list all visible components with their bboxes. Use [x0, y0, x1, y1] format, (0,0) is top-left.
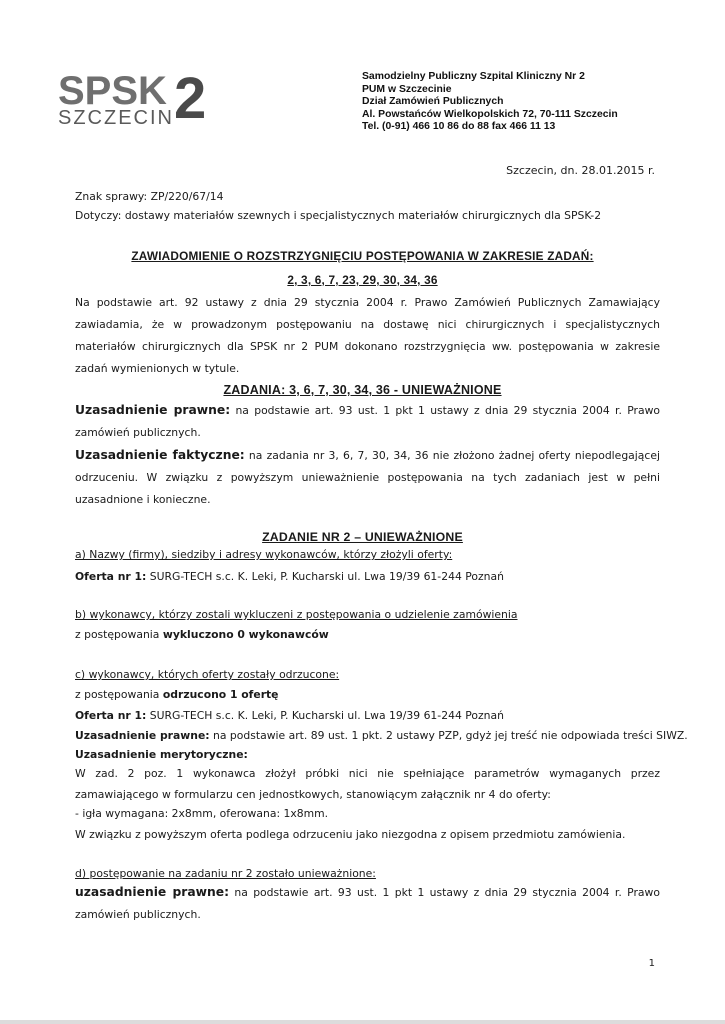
- header-line: PUM w Szczecinie: [362, 83, 452, 95]
- legal-basis-text: na podstawie art. 93 ust. 1 pkt 1 ustawy z dnia 29 stycznia 2004 r. Prawo zamówień publicznych.: [75, 404, 661, 439]
- offer-text: SURG-TECH s.c. K. Leki, P. Kucharski ul. Lwa 19/39 61-244 Poznań: [146, 570, 504, 583]
- offer-label: Oferta nr 1:: [75, 570, 147, 583]
- document-date: Szczecin, dn. 28.01.2015 r.: [506, 164, 655, 177]
- notice-task-numbers: 2, 3, 6, 7, 23, 29, 30, 34, 36: [287, 273, 438, 287]
- offer-label: Oferta nr 1:: [75, 709, 147, 722]
- legal-basis-text: na podstawie art. 93 ust. 1 pkt 1 ustawy z dnia 29 stycznia 2004 r. Prawo zamówień publicznych.: [75, 886, 660, 921]
- part-b-result: [75, 626, 329, 643]
- notice-title: ZAWIADOMIENIE O ROZSTRZYGNIĘCIU POSTĘPOWANIA W ZAKRESIE ZADAŃ:: [131, 249, 594, 263]
- scan-edge: [0, 1020, 725, 1024]
- merit-text: W zad. 2 poz. 1 wykonawca złożył próbki nici nie spełniające parametrów wymaganych przez zamawiającego w formularzu cen jednostkowych, stanowiącym załącznik nr 4 do oferty:: [75, 767, 660, 801]
- section2-heading: ZADANIE NR 2 – UNIEWAŻNIONE: [262, 530, 463, 544]
- section1-fact-paragraph: [75, 444, 660, 511]
- subject-line: Dotyczy: dostawy materiałów szewnych i specjalistycznych materiałów chirurgicznych dla SPSK-2: [75, 209, 602, 222]
- legal-basis-label: uzasadnienie prawne:: [75, 885, 229, 899]
- header-line: Al. Powstańców Wielkopolskich 72, 70-111 Szczecin: [362, 108, 618, 120]
- header-line: Tel. (0-91) 466 10 86 do 88 fax 466 11 13: [362, 121, 556, 133]
- factual-basis-label: Uzasadnienie faktyczne:: [75, 448, 245, 462]
- factual-basis-text: na zadania nr 3, 6, 7, 30, 34, 36 nie złożono żadnej oferty niepodlegającej odrzuceniu. W związku z powyższym unieważnienie postępowania na tych zadaniach jest w pełni uzasadnione i konieczne.: [75, 449, 660, 506]
- part-c-prefix: z postępowania: [75, 688, 163, 701]
- spsk2-logo: [56, 68, 236, 130]
- section1-body: [75, 399, 660, 511]
- part-a-heading: a) Nazwy (firmy), siedziby i adresy wykonawców, którzy złożyli oferty:: [75, 548, 453, 561]
- merit-label: Uzasadnienie merytoryczne:: [75, 748, 248, 761]
- part-a-offer: [75, 568, 504, 585]
- part-b-heading: b) wykonawcy, którzy zostali wykluczeni z postępowania o udzielenie zamówienia: [75, 608, 518, 621]
- case-reference: Znak sprawy: ZP/220/67/14: [75, 190, 224, 203]
- part-c-result: [75, 686, 279, 703]
- header-line: Dział Zamówień Publicznych: [362, 96, 504, 108]
- offer-text: SURG-TECH s.c. K. Leki, P. Kucharski ul. Lwa 19/39 61-244 Poznań: [146, 709, 504, 722]
- intro-text: Na podstawie art. 92 ustawy z dnia 29 stycznia 2004 r. Prawo Zamówień Publicznych Zamawiający zawiadamia, że w prowadzonym postępowaniu na dostawę nici chirurgicznych i specjalistycznych materiałów chirurgicznych dla SPSK nr 2 PUM dokonano rozstrzygnięcia ww. postępowania w zakresie zadań wymienionych w tytule.: [75, 296, 660, 375]
- part-b-bold: wykluczono 0 wykonawców: [162, 628, 329, 641]
- logo-city-text: SZCZECIN: [58, 107, 174, 129]
- part-d-heading: d) postępowanie na zadaniu nr 2 zostało unieważnione:: [75, 867, 376, 880]
- needle-spec: - igła wymagana: 2x8mm, oferowana: 1x8mm.: [75, 807, 329, 820]
- merit-paragraph: [75, 763, 660, 805]
- part-c-legal: [75, 727, 688, 744]
- logo-spsk-text: SPSK: [58, 69, 167, 113]
- part-c-bold: odrzucono 1 ofertę: [162, 688, 279, 701]
- legal-basis-label: Uzasadnienie prawne:: [75, 403, 231, 417]
- header-line: Samodzielny Publiczny Szpital Kliniczny Nr 2: [362, 71, 585, 82]
- section1-heading: ZADANIA: 3, 6, 7, 30, 34, 36 - UNIEWAŻNIONE: [223, 383, 502, 397]
- part-c-heading: c) wykonawcy, których oferty zostały odrzucone:: [75, 668, 340, 681]
- part-d-body: [75, 881, 660, 926]
- legal-basis-text: na podstawie art. 89 ust. 1 pkt. 2 ustawy PZP, gdyż jej treść nie odpowiada treści SIWZ.: [209, 729, 688, 742]
- part-c-offer: [75, 707, 504, 724]
- section1-legal-paragraph: [75, 399, 660, 444]
- part-b-prefix: z postępowania: [75, 628, 163, 641]
- intro-paragraph: [75, 292, 660, 380]
- logo-numeral: 2: [174, 68, 207, 130]
- page-number: 1: [648, 958, 655, 969]
- part-d-paragraph: [75, 881, 660, 926]
- rejection-conclusion: W związku z powyższym oferta podlega odrzuceniu jako niezgodna z opisem przedmiotu zamówienia.: [75, 828, 626, 841]
- hospital-header: [362, 71, 618, 134]
- legal-basis-label: Uzasadnienie prawne:: [75, 729, 210, 742]
